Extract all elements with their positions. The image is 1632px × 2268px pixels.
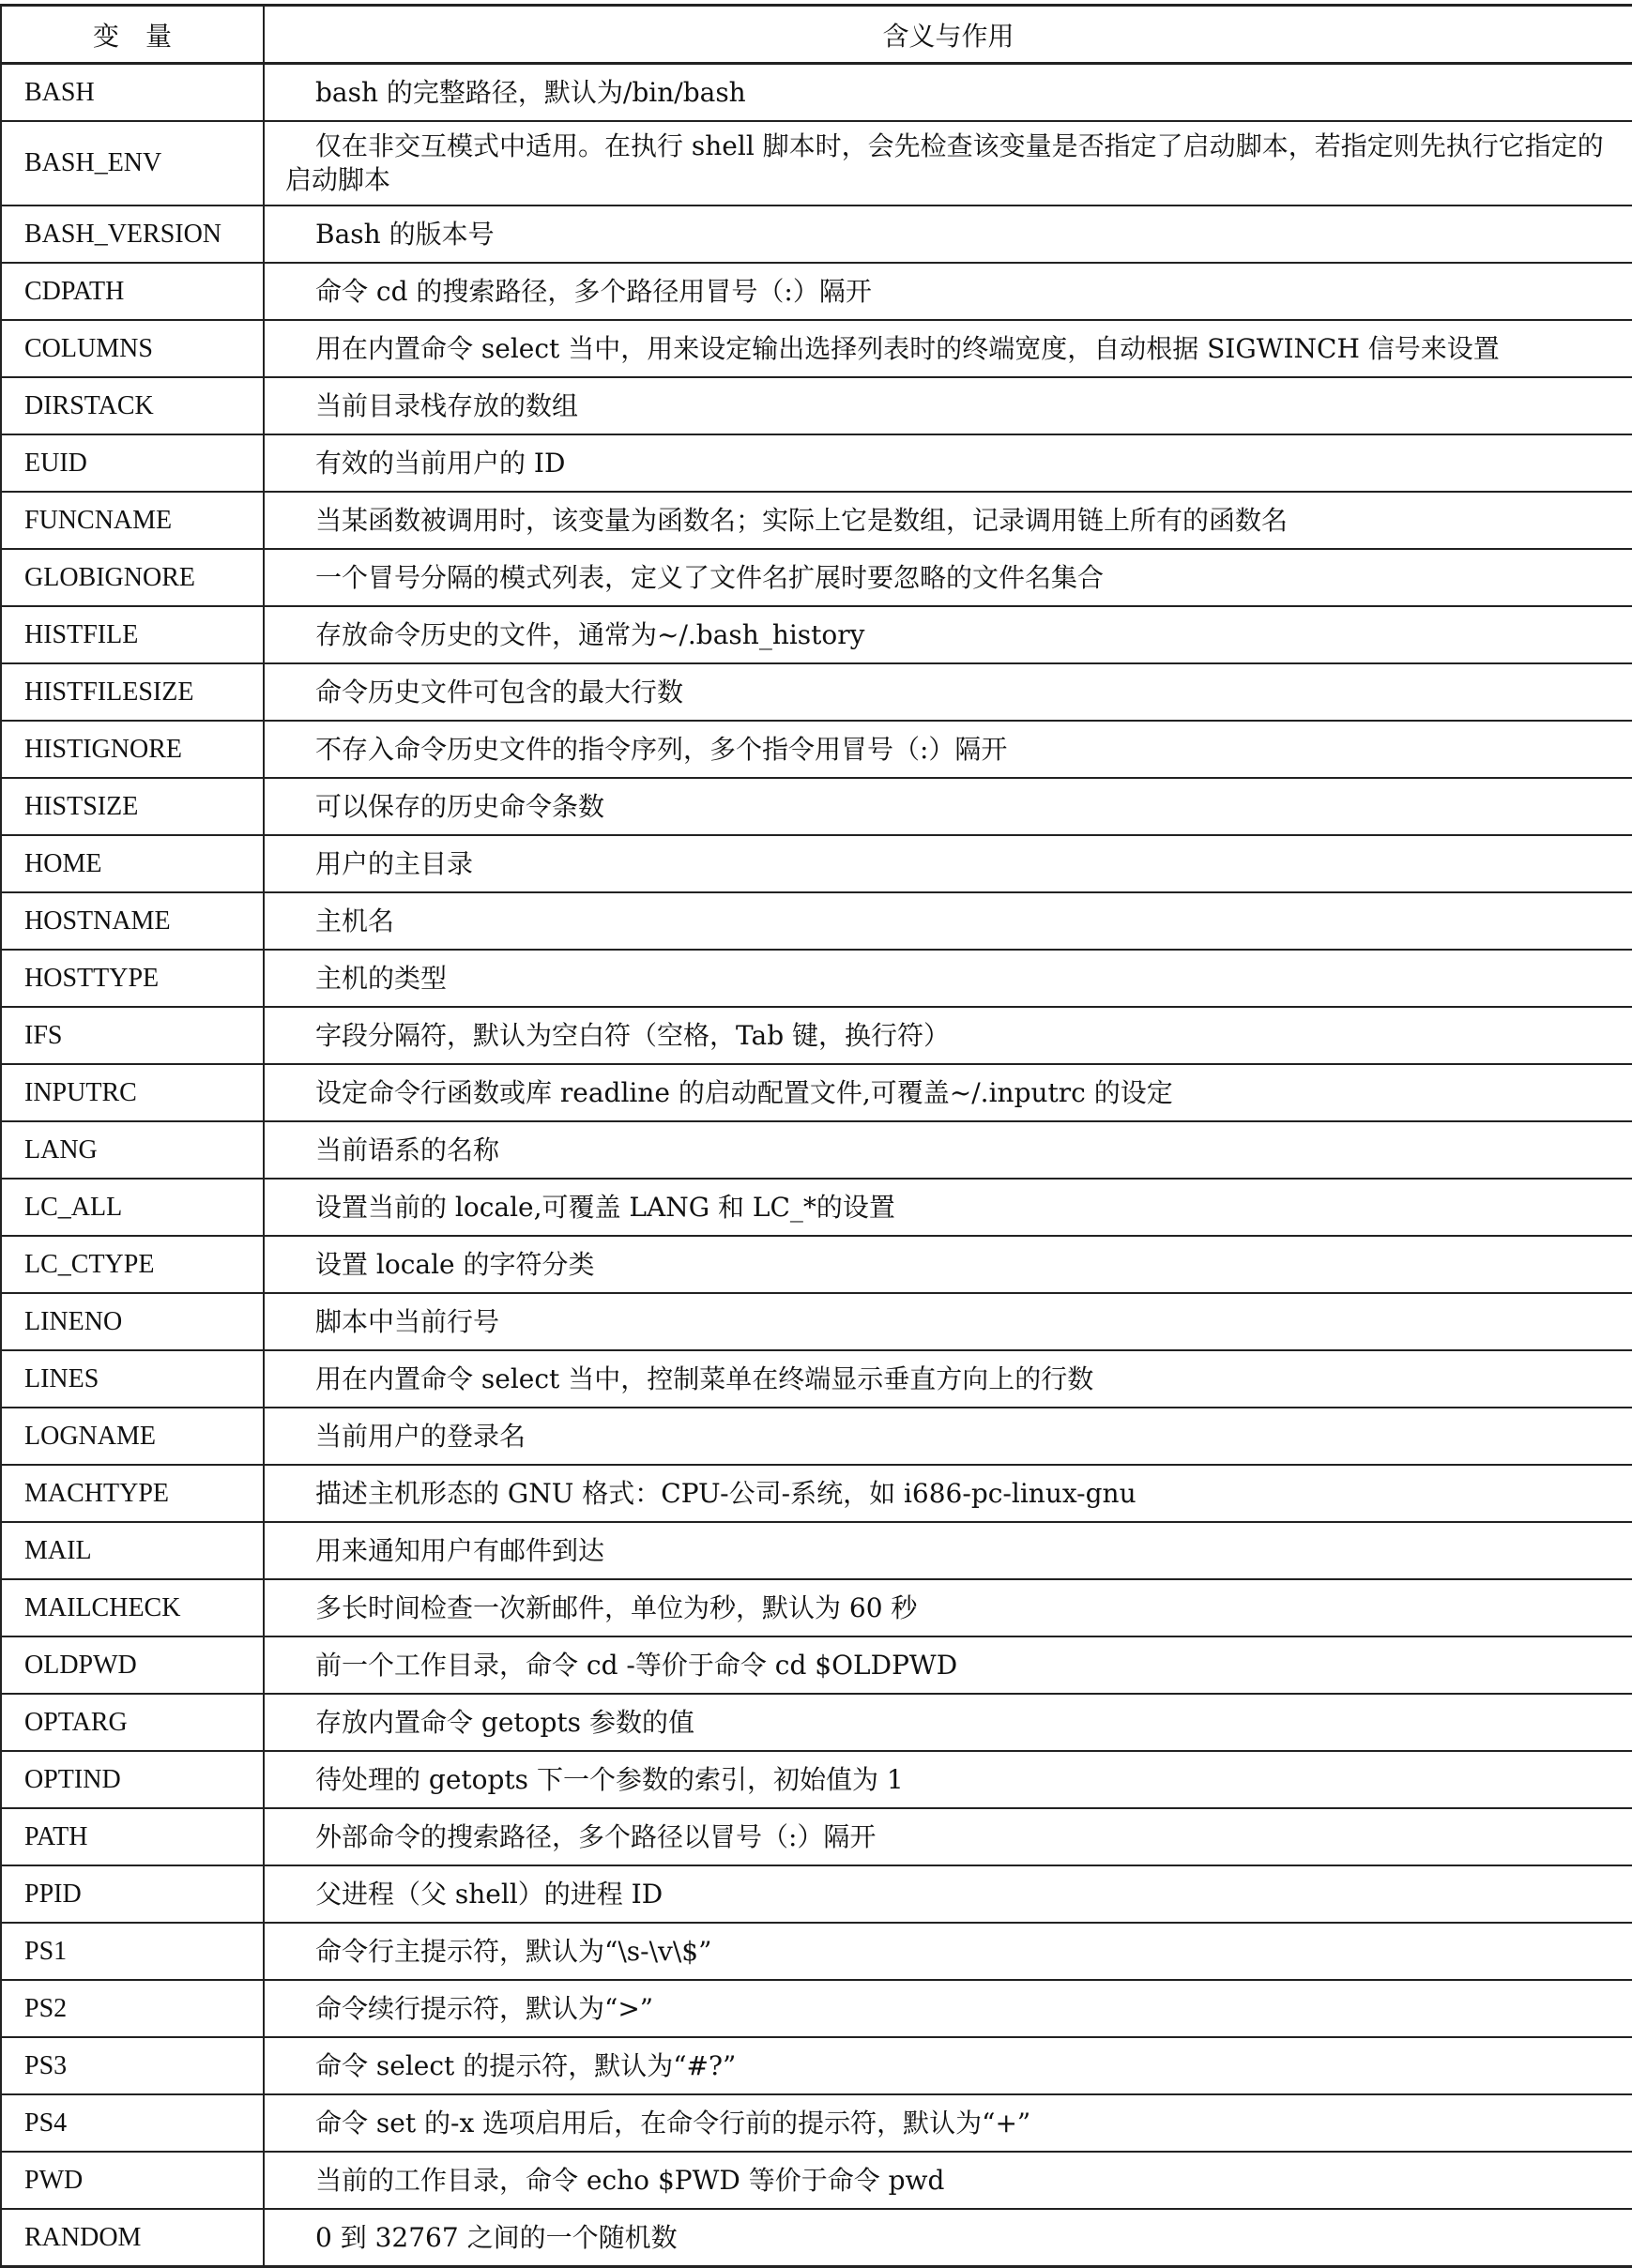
variable-description: 命令 cd 的搜索路径，多个路径用冒号（:）隔开 — [264, 263, 1632, 320]
table-row — [1, 2037, 1632, 2094]
variable-description: 一个冒号分隔的模式列表，定义了文件名扩展时要忽略的文件名集合 — [264, 549, 1632, 606]
variable-name: HOSTTYPE — [1, 950, 264, 1007]
variable-description: 当某函数被调用时，该变量为函数名；实际上它是数组，记录调用链上所有的函数名 — [264, 492, 1632, 549]
variable-description: 命令续行提示符，默认为“>” — [264, 1980, 1632, 2037]
variable-description: 命令行主提示符，默认为“\s-\v\$” — [264, 1923, 1632, 1980]
header-meaning: 含义与作用 — [264, 6, 1632, 64]
table-row — [1, 2152, 1632, 2209]
table-row — [1, 1064, 1632, 1121]
variable-description: 用户的主目录 — [264, 835, 1632, 892]
table-row — [1, 950, 1632, 1007]
variable-description: 当前的工作目录，命令 echo $PWD 等价于命令 pwd — [264, 2152, 1632, 2209]
table-row — [1, 1007, 1632, 1064]
variable-description: 脚本中当前行号 — [264, 1293, 1632, 1350]
variable-name: BASH_VERSION — [1, 205, 264, 263]
table-row — [1, 1236, 1632, 1293]
variable-description: 命令 set 的-x 选项启用后，在命令行前的提示符，默认为“+” — [264, 2094, 1632, 2152]
variable-name: GLOBIGNORE — [1, 549, 264, 606]
variable-name: IFS — [1, 1007, 264, 1064]
variable-name: LINES — [1, 1350, 264, 1408]
table-row — [1, 1465, 1632, 1522]
table-row — [1, 1121, 1632, 1179]
variable-description: 父进程（父 shell）的进程 ID — [264, 1865, 1632, 1923]
table-row — [1, 1808, 1632, 1865]
table-row — [1, 1293, 1632, 1350]
table-row — [1, 2094, 1632, 2152]
variable-description: 用在内置命令 select 当中，用来设定输出选择列表时的终端宽度，自动根据 SIGWINCH 信号来设置 — [264, 320, 1632, 377]
variable-description: 主机的类型 — [264, 950, 1632, 1007]
variable-name: LANG — [1, 1121, 264, 1179]
variable-description: 当前语系的名称 — [264, 1121, 1632, 1179]
table-header — [1, 6, 1632, 64]
table-row — [1, 377, 1632, 434]
table-row — [1, 1865, 1632, 1923]
table-row — [1, 263, 1632, 320]
variable-name: LC_ALL — [1, 1179, 264, 1236]
variables-table — [0, 4, 1632, 2268]
variable-description: 可以保存的历史命令条数 — [264, 778, 1632, 835]
variable-name: PWD — [1, 2152, 264, 2209]
variable-description: 存放内置命令 getopts 参数的值 — [264, 1694, 1632, 1751]
variable-name: HISTSIZE — [1, 778, 264, 835]
variable-description: 设定命令行函数或库 readline 的启动配置文件,可覆盖~/.inputrc 的设定 — [264, 1064, 1632, 1121]
table-row — [1, 320, 1632, 377]
variable-name: MAIL — [1, 1522, 264, 1579]
variable-description: 当前目录栈存放的数组 — [264, 377, 1632, 434]
table-row — [1, 434, 1632, 492]
header-row — [1, 6, 1632, 64]
table-row — [1, 1636, 1632, 1694]
variable-description: 多长时间检查一次新邮件，单位为秒，默认为 60 秒 — [264, 1579, 1632, 1636]
variable-name: HOSTNAME — [1, 892, 264, 950]
variable-name: PS1 — [1, 1923, 264, 1980]
variable-name: LINENO — [1, 1293, 264, 1350]
variable-name: OLDPWD — [1, 1636, 264, 1694]
table-row — [1, 778, 1632, 835]
variable-description: 主机名 — [264, 892, 1632, 950]
variable-name: PS3 — [1, 2037, 264, 2094]
variable-description: 设置当前的 locale,可覆盖 LANG 和 LC_*的设置 — [264, 1179, 1632, 1236]
variable-name: RANDOM — [1, 2209, 264, 2267]
variable-description: 存放命令历史的文件，通常为~/.bash_history — [264, 606, 1632, 663]
table-row — [1, 1522, 1632, 1579]
table-row — [1, 835, 1632, 892]
table-row — [1, 2209, 1632, 2267]
table-row — [1, 1179, 1632, 1236]
variable-description: 前一个工作目录，命令 cd -等价于命令 cd $OLDPWD — [264, 1636, 1632, 1694]
table-row — [1, 606, 1632, 663]
variable-name: HOME — [1, 835, 264, 892]
variable-name: MAILCHECK — [1, 1579, 264, 1636]
variable-description: 仅在非交互模式中适用。在执行 shell 脚本时，会先检查该变量是否指定了启动脚本，若指定则先执行它指定的启动脚本 — [264, 121, 1632, 205]
table-row — [1, 721, 1632, 778]
table-row — [1, 492, 1632, 549]
table-row — [1, 1980, 1632, 2037]
variable-name: COLUMNS — [1, 320, 264, 377]
variable-description: 命令历史文件可包含的最大行数 — [264, 663, 1632, 721]
table-body — [1, 64, 1632, 2267]
variable-name: FUNCNAME — [1, 492, 264, 549]
variable-name: MACHTYPE — [1, 1465, 264, 1522]
variable-name: DIRSTACK — [1, 377, 264, 434]
table-row — [1, 549, 1632, 606]
variable-name: OPTARG — [1, 1694, 264, 1751]
table-row — [1, 1751, 1632, 1808]
variable-name: BASH_ENV — [1, 121, 264, 205]
table-row — [1, 1408, 1632, 1465]
variable-name: PPID — [1, 1865, 264, 1923]
variable-name: PS2 — [1, 1980, 264, 2037]
table-row — [1, 1694, 1632, 1751]
variable-name: LOGNAME — [1, 1408, 264, 1465]
variable-description: 待处理的 getopts 下一个参数的索引，初始值为 1 — [264, 1751, 1632, 1808]
table-row — [1, 892, 1632, 950]
variable-name: INPUTRC — [1, 1064, 264, 1121]
variable-description: 有效的当前用户的 ID — [264, 434, 1632, 492]
table-row — [1, 663, 1632, 721]
variable-description: 当前用户的登录名 — [264, 1408, 1632, 1465]
variable-name: HISTFILESIZE — [1, 663, 264, 721]
variable-description: 外部命令的搜索路径，多个路径以冒号（:）隔开 — [264, 1808, 1632, 1865]
table-row — [1, 1923, 1632, 1980]
variable-name: LC_CTYPE — [1, 1236, 264, 1293]
variable-name: PS4 — [1, 2094, 264, 2152]
variable-name: HISTFILE — [1, 606, 264, 663]
variable-name: OPTIND — [1, 1751, 264, 1808]
variable-name: EUID — [1, 434, 264, 492]
variable-description: 不存入命令历史文件的指令序列，多个指令用冒号（:）隔开 — [264, 721, 1632, 778]
variable-description: 用在内置命令 select 当中，控制菜单在终端显示垂直方向上的行数 — [264, 1350, 1632, 1408]
variable-description: bash 的完整路径，默认为/bin/bash — [264, 64, 1632, 122]
variable-name: HISTIGNORE — [1, 721, 264, 778]
table-row — [1, 1579, 1632, 1636]
variable-name: PATH — [1, 1808, 264, 1865]
variable-description: 设置 locale 的字符分类 — [264, 1236, 1632, 1293]
variable-description: 字段分隔符，默认为空白符（空格，Tab 键，换行符） — [264, 1007, 1632, 1064]
variable-description: 命令 select 的提示符，默认为“#?” — [264, 2037, 1632, 2094]
table-row — [1, 205, 1632, 263]
variable-description: Bash 的版本号 — [264, 205, 1632, 263]
table-row — [1, 64, 1632, 122]
variable-name: BASH — [1, 64, 264, 122]
header-variable: 变 量 — [1, 6, 264, 64]
table-row — [1, 1350, 1632, 1408]
variable-description: 0 到 32767 之间的一个随机数 — [264, 2209, 1632, 2267]
variable-name: CDPATH — [1, 263, 264, 320]
table-row — [1, 121, 1632, 205]
variable-description: 用来通知用户有邮件到达 — [264, 1522, 1632, 1579]
variable-description: 描述主机形态的 GNU 格式：CPU-公司-系统，如 i686-pc-linux-gnu — [264, 1465, 1632, 1522]
